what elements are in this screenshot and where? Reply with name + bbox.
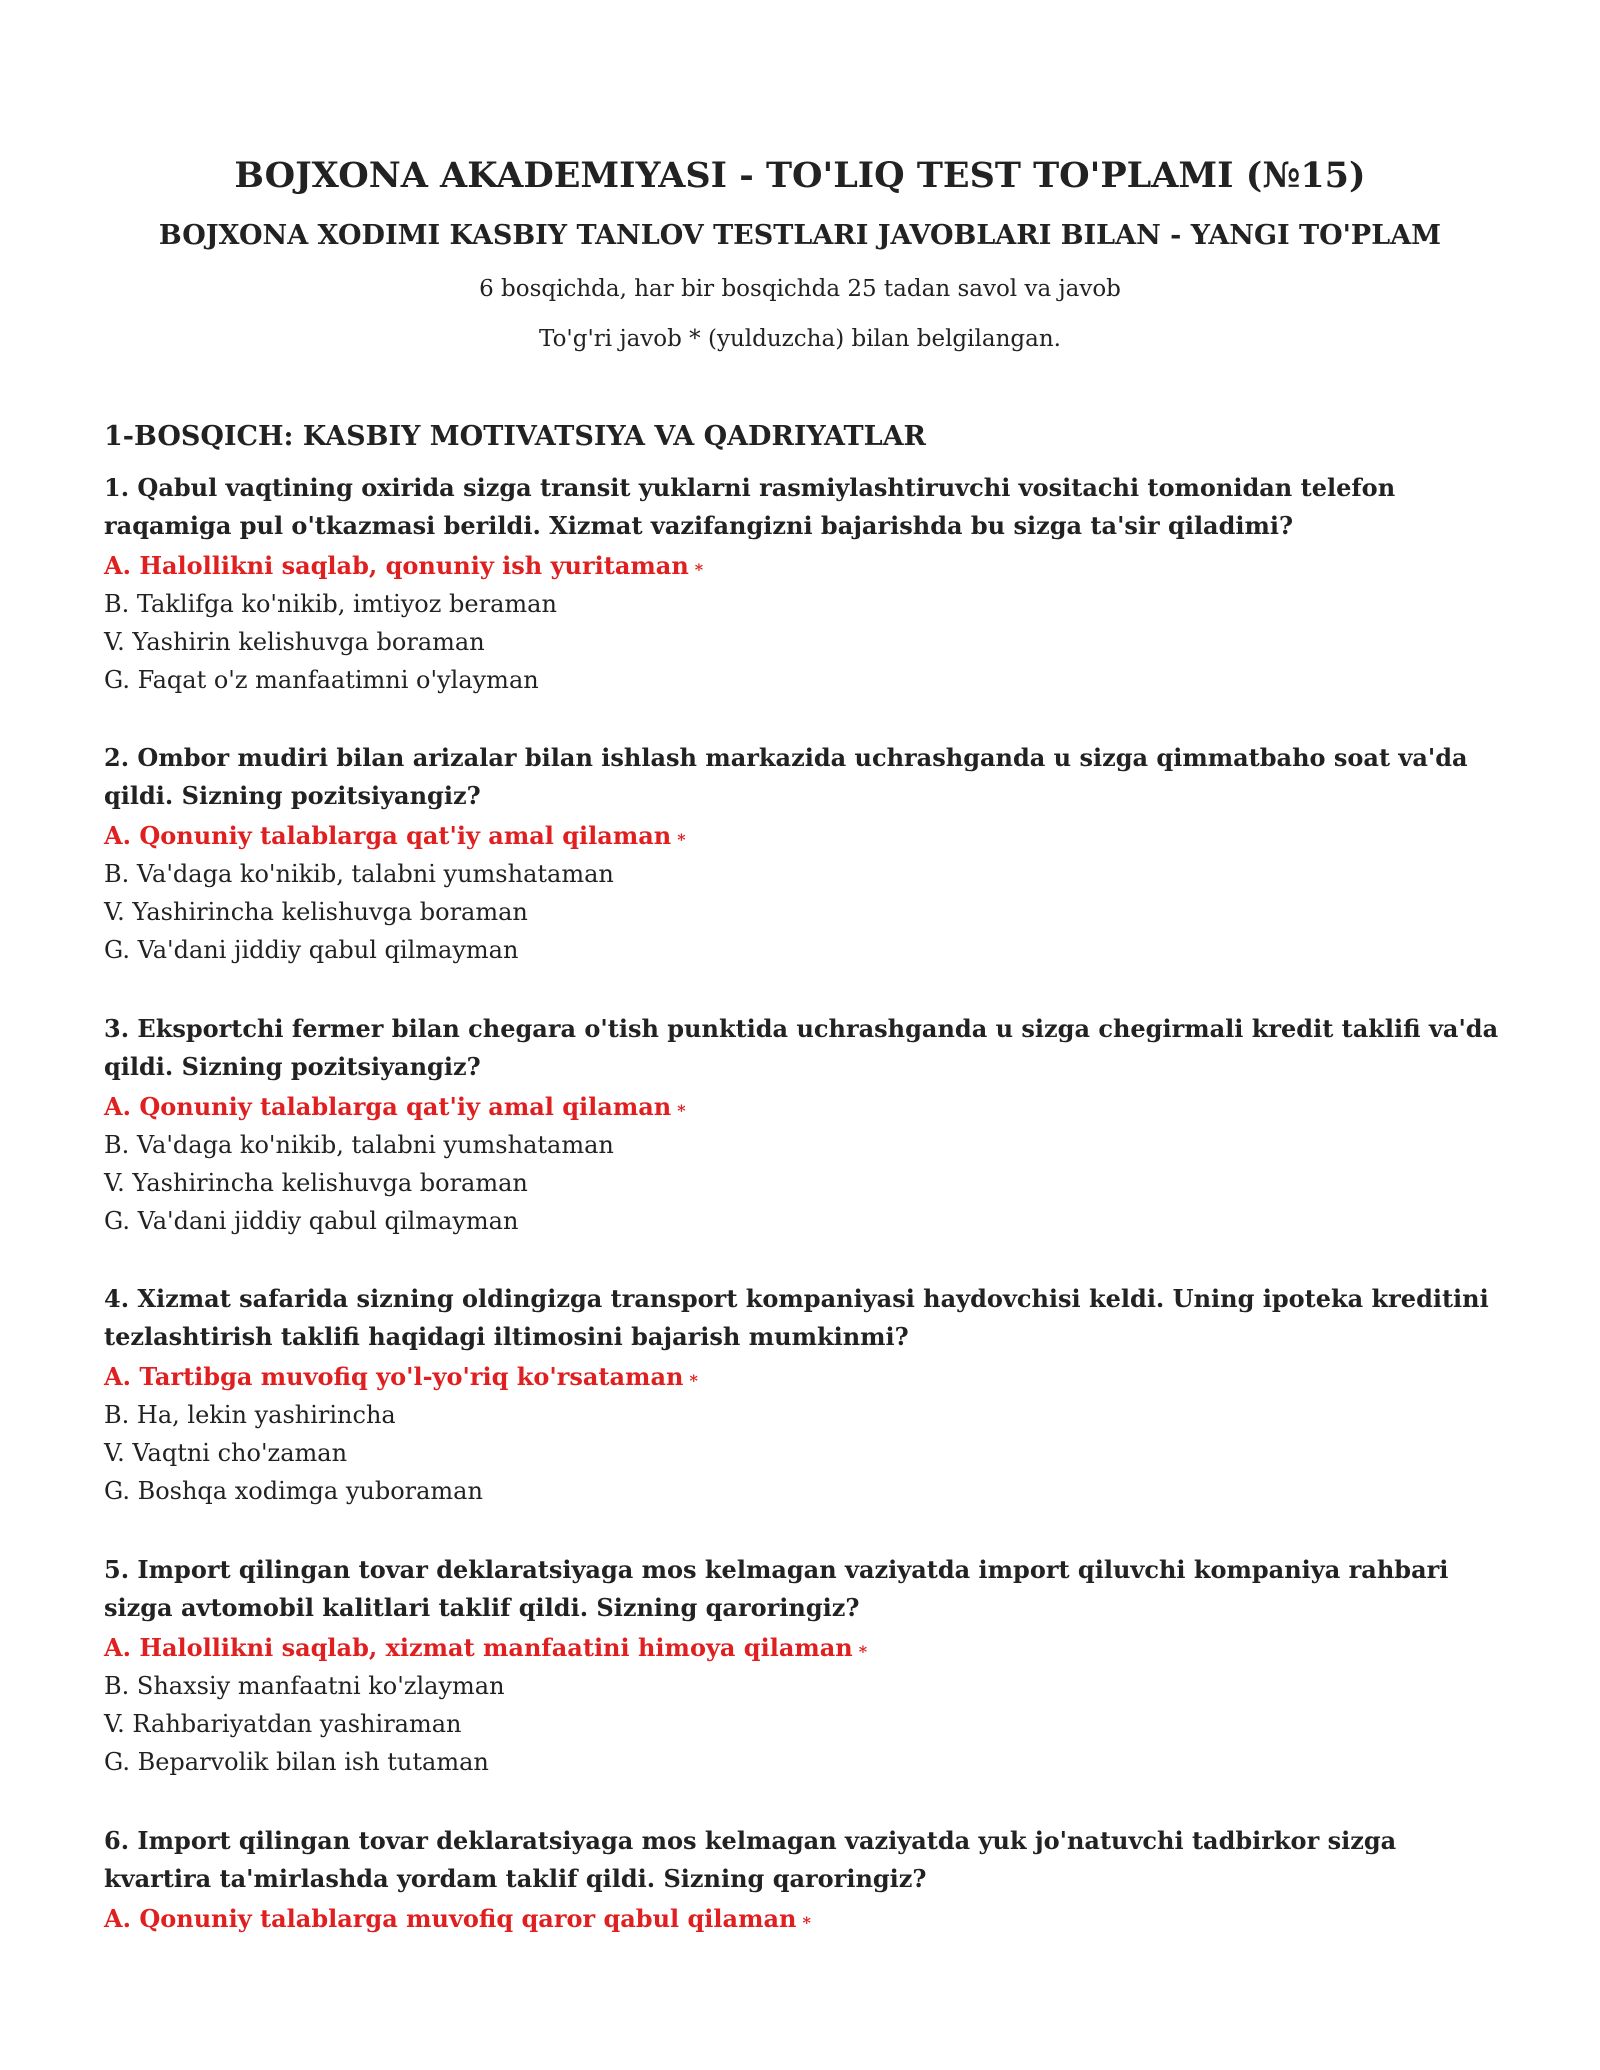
document-subtitle: BOJXONA XODIMI KASBIY TANLOV TESTLARI JAVOBLARI BILAN - YANGI TO'PLAM bbox=[158, 220, 1442, 251]
answer-options bbox=[104, 1629, 1504, 1781]
answer-option-correct bbox=[104, 547, 1504, 585]
intro-line-answer-note: To'g'ri javob * (yulduzcha) bilan belgilangan. bbox=[539, 326, 1061, 352]
answer-option-correct bbox=[104, 1629, 1504, 1667]
document-title: BOJXONA AKADEMIYASI - TO'LIQ TEST TO'PLAMI (№15) bbox=[234, 155, 1366, 196]
answer-option: G. Beparvolik bilan ish tutaman bbox=[104, 1748, 489, 1776]
answer-option: V. Yashirincha kelishuvga boraman bbox=[104, 898, 528, 926]
answer-option: B. Ha, lekin yashirincha bbox=[104, 1401, 396, 1429]
correct-star-mark: * bbox=[689, 1371, 698, 1390]
answer-label: A. Qonuniy talablarga qat'iy amal qilaman bbox=[104, 1092, 672, 1121]
question-text: 6. Import qilingan tovar deklaratsiyaga mos kelmagan vaziyatda yuk jo'natuvchi tadbirkor sizga kvartira ta'mirlashda yordam taklif qildi. Sizning qaroringiz? bbox=[104, 1826, 1397, 1893]
answer-options bbox=[104, 1358, 1504, 1510]
question-5 bbox=[104, 1551, 1504, 1781]
answer-option: B. Shaxsiy manfaatni ko'zlayman bbox=[104, 1672, 505, 1700]
question-1 bbox=[104, 469, 1504, 699]
intro-line-stages: 6 bosqichda, har bir bosqichda 25 tadan savol va javob bbox=[479, 276, 1121, 302]
answer-label: A. Tartibga muvofiq yo'l-yo'riq ko'rsataman bbox=[104, 1362, 684, 1391]
answer-option: B. Taklifga ko'nikib, imtiyoz beraman bbox=[104, 590, 557, 618]
answer-options bbox=[104, 547, 1504, 699]
answer-option-correct bbox=[104, 1358, 1504, 1396]
answer-option: V. Vaqtni cho'zaman bbox=[104, 1439, 348, 1467]
answer-label: A. Halollikni saqlab, qonuniy ish yuritaman bbox=[104, 551, 689, 580]
answer-label: A. Qonuniy talablarga qat'iy amal qilaman bbox=[104, 821, 672, 850]
answer-option: B. Va'daga ko'nikib, talabni yumshataman bbox=[104, 860, 614, 888]
answer-label: A. Halollikni saqlab, xizmat manfaatini himoya qilaman bbox=[104, 1633, 853, 1662]
question-4 bbox=[104, 1280, 1504, 1510]
answer-options bbox=[104, 1900, 1504, 1938]
answer-option-correct bbox=[104, 1088, 1504, 1126]
question-text: 1. Qabul vaqtining oxirida sizga transit yuklarni rasmiylashtiruvchi vositachi tomonidan telefon raqamiga pul o'tkazmasi berildi. Xizmat vazifangizni bajarishda bu sizga ta'sir qiladimi? bbox=[104, 473, 1396, 540]
answer-options bbox=[104, 817, 1504, 969]
answer-option: B. Va'daga ko'nikib, talabni yumshataman bbox=[104, 1131, 614, 1159]
answer-option: G. Va'dani jiddiy qabul qilmayman bbox=[104, 1207, 519, 1235]
correct-star-mark: * bbox=[677, 830, 686, 849]
answer-option-correct bbox=[104, 1900, 1504, 1938]
answer-option: V. Yashirin kelishuvga boraman bbox=[104, 628, 485, 656]
answer-option: G. Boshqa xodimga yuboraman bbox=[104, 1477, 483, 1505]
answer-option: V. Yashirincha kelishuvga boraman bbox=[104, 1169, 528, 1197]
correct-star-mark: * bbox=[694, 560, 704, 579]
correct-star-mark: * bbox=[802, 1913, 811, 1932]
correct-star-mark: * bbox=[677, 1101, 686, 1120]
question-3 bbox=[104, 1010, 1504, 1240]
answer-option: G. Va'dani jiddiy qabul qilmayman bbox=[104, 936, 519, 964]
question-6 bbox=[104, 1822, 1504, 1938]
question-text: 3. Eksportchi fermer bilan chegara o'tish punktida uchrashganda u sizga chegirmali kredit taklifi va'da qildi. Sizning pozitsiyangiz? bbox=[104, 1014, 1499, 1081]
correct-star-mark: * bbox=[858, 1642, 868, 1661]
question-2 bbox=[104, 739, 1504, 969]
answer-options bbox=[104, 1088, 1504, 1240]
answer-option-correct bbox=[104, 817, 1504, 855]
question-text: 4. Xizmat safarida sizning oldingizga transport kompaniyasi haydovchisi keldi. Uning ipoteka kreditini tezlashtirish taklifi haqidagi iltimosini bajarish mumkinmi? bbox=[104, 1284, 1489, 1351]
question-text: 2. Ombor mudiri bilan arizalar bilan ishlash markazida uchrashganda u sizga qimmatbaho soat va'da qildi. Sizning pozitsiyangiz? bbox=[104, 743, 1468, 810]
question-text: 5. Import qilingan tovar deklaratsiyaga mos kelmagan vaziyatda import qiluvchi kompaniya rahbari sizga avtomobil kalitlari taklif qildi. Sizning qaroringiz? bbox=[104, 1555, 1449, 1622]
section-heading: 1-BOSQICH: KASBIY MOTIVATSIYA VA QADRIYATLAR bbox=[104, 421, 926, 452]
answer-label: A. Qonuniy talablarga muvofiq qaror qabul qilaman bbox=[104, 1904, 797, 1933]
answer-option: V. Rahbariyatdan yashiraman bbox=[104, 1710, 462, 1738]
answer-option: G. Faqat o'z manfaatimni o'ylayman bbox=[104, 666, 539, 694]
